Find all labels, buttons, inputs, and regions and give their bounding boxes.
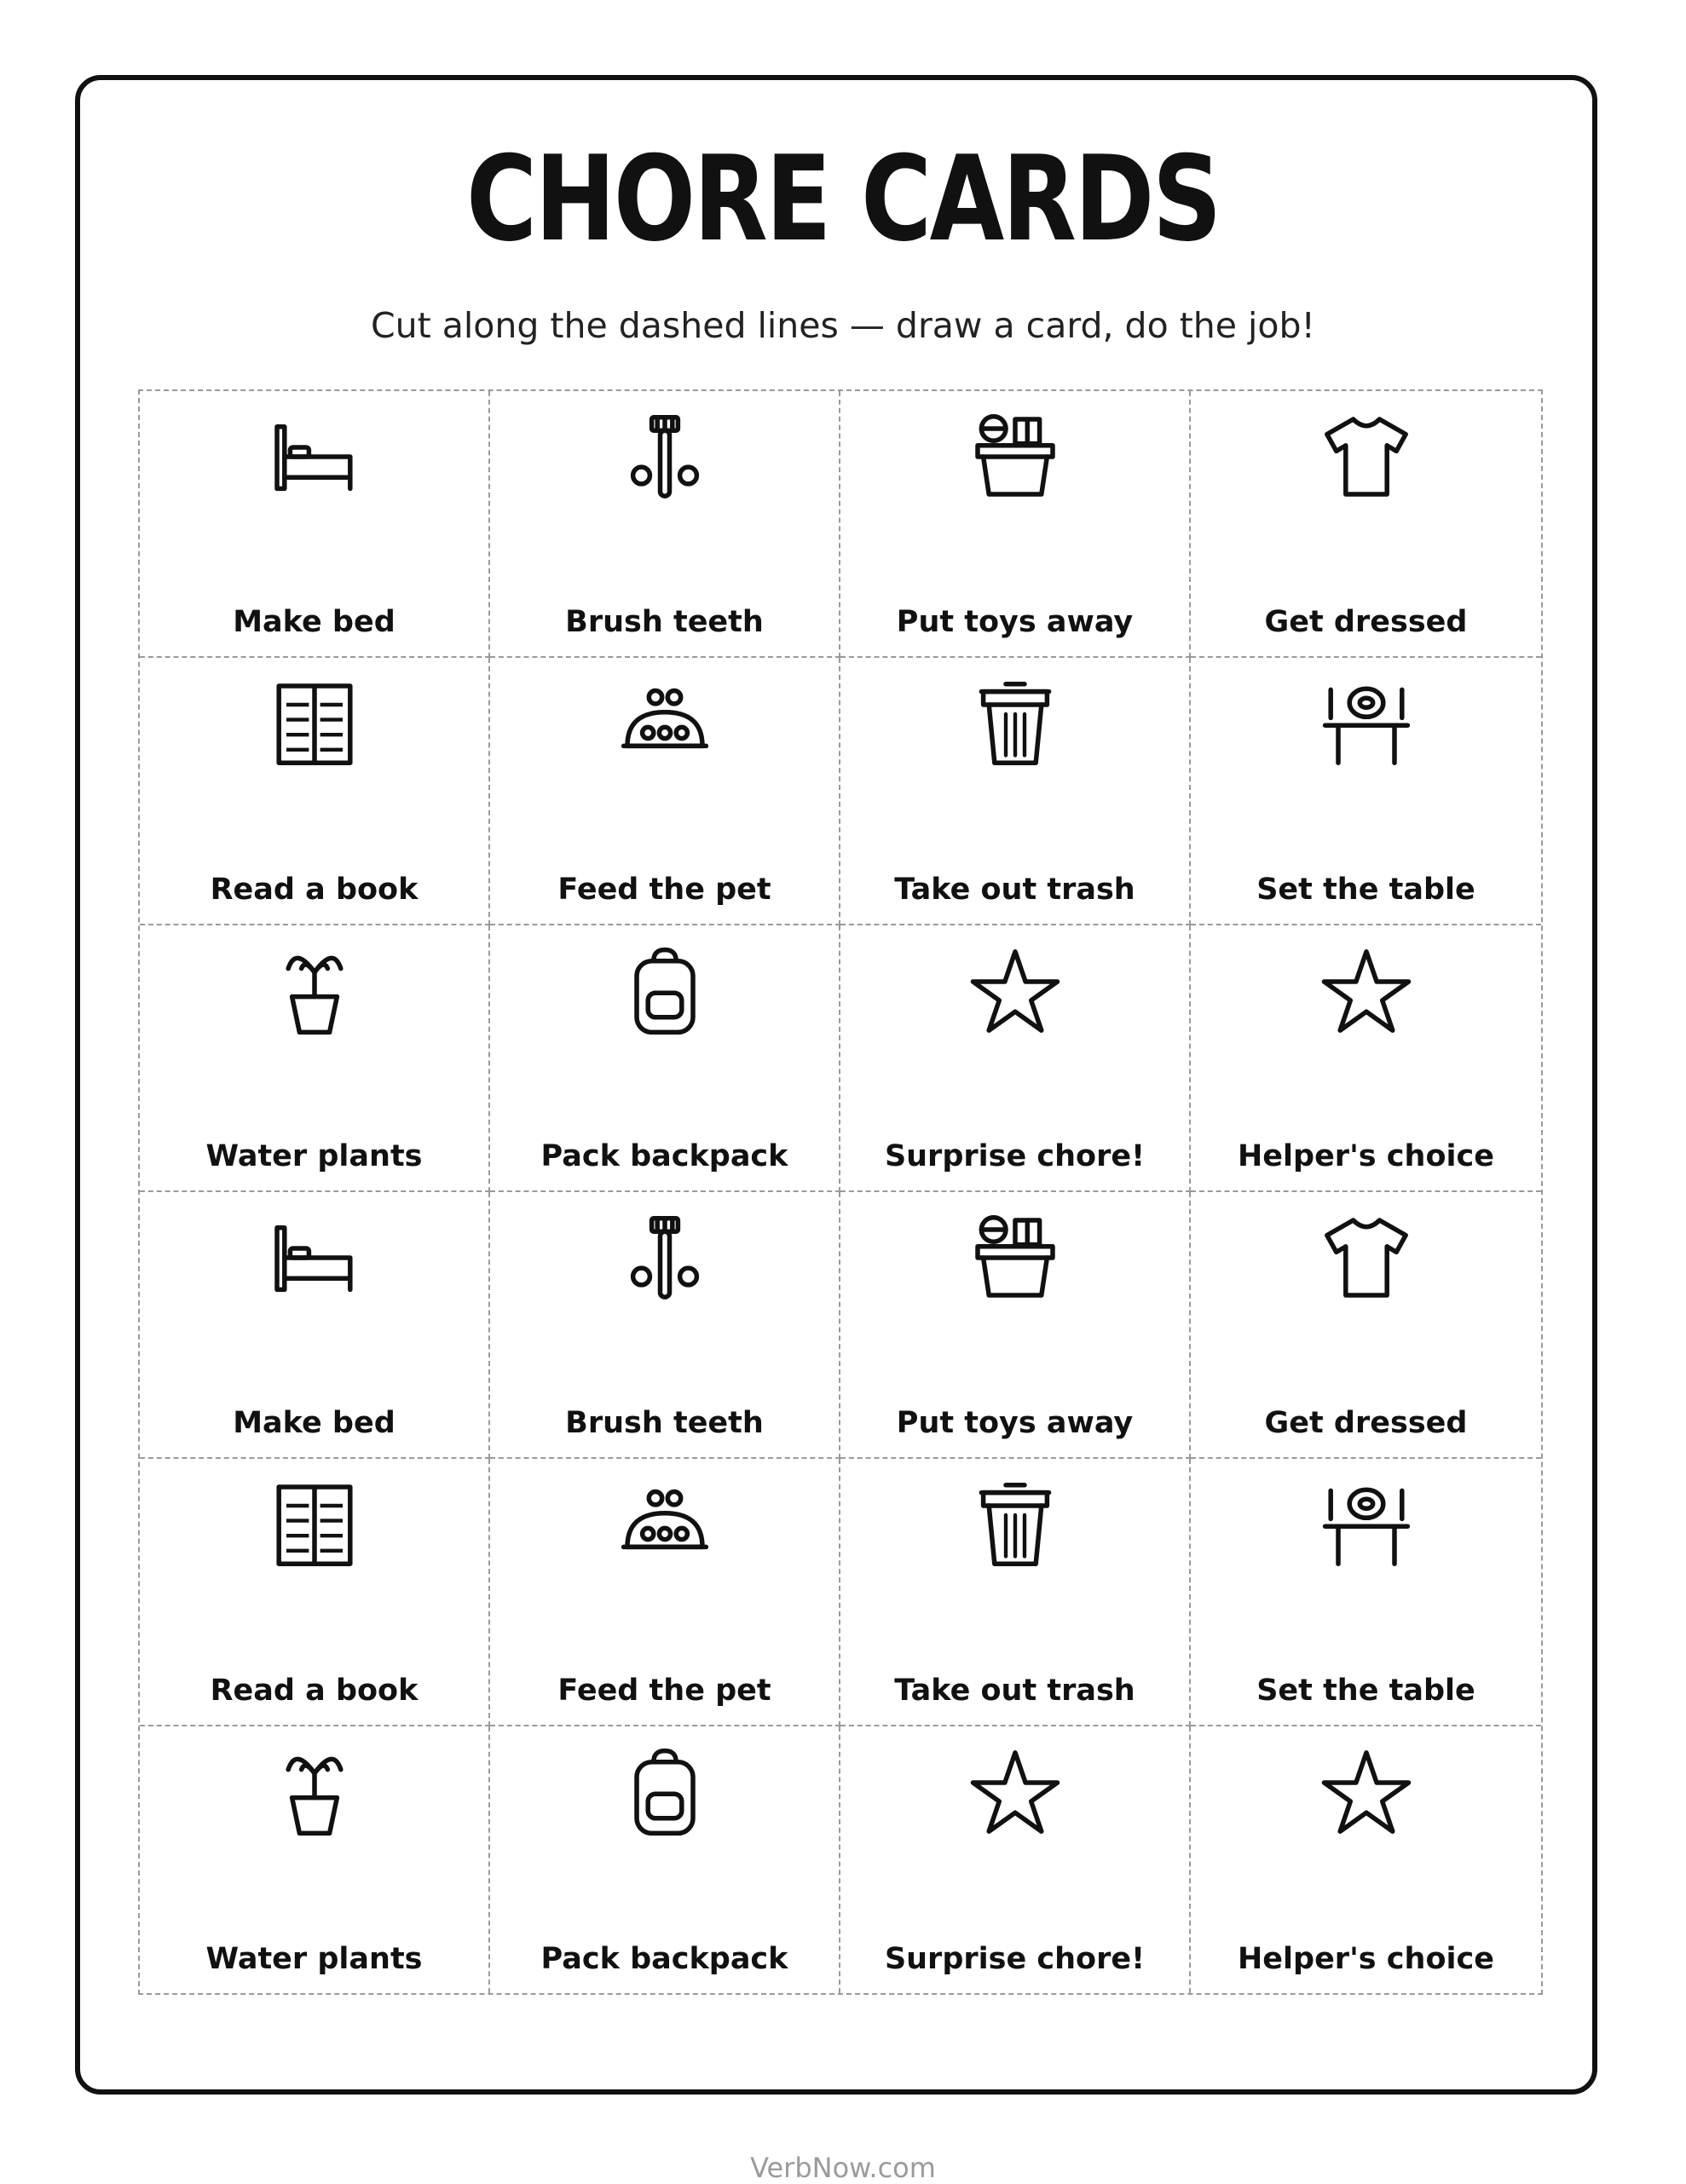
toy-box-icon <box>968 1211 1062 1305</box>
chore-card-label: Read a book <box>210 872 419 907</box>
chore-card <box>140 391 490 658</box>
tshirt-icon <box>1319 410 1413 504</box>
chore-card-grid <box>138 389 1543 1995</box>
chore-card-label: Make bed <box>233 605 396 640</box>
chore-card-label: Feed the pet <box>557 1673 771 1708</box>
chore-card <box>1191 1459 1541 1726</box>
page-title: CHORE CARDS <box>466 130 1220 268</box>
toy-box-icon <box>968 410 1062 504</box>
chore-card <box>840 1192 1191 1459</box>
chore-card-label: Read a book <box>210 1673 419 1708</box>
chore-card-label: Helper's choice <box>1237 1942 1494 1976</box>
bed-icon <box>268 410 361 504</box>
chore-card-label: Surprise chore! <box>884 1139 1146 1173</box>
star-icon <box>968 1745 1062 1839</box>
chore-card-label: Pack backpack <box>540 1139 788 1173</box>
toothbrush-icon <box>618 410 712 504</box>
chore-card <box>490 391 840 658</box>
pet-bowl-icon <box>618 1478 712 1571</box>
bed-icon <box>268 1211 361 1305</box>
chore-card-label: Make bed <box>233 1406 396 1441</box>
chore-card-label: Get dressed <box>1264 1406 1468 1441</box>
chore-card <box>840 925 1191 1192</box>
pet-bowl-icon <box>618 677 712 770</box>
chore-card-label: Pack backpack <box>540 1942 788 1976</box>
chore-card <box>840 1459 1191 1726</box>
star-icon <box>1319 1745 1413 1839</box>
chore-card-label: Take out trash <box>894 1673 1135 1708</box>
book-icon <box>268 1478 361 1571</box>
chore-card-label: Put toys away <box>896 1406 1134 1441</box>
trash-can-icon <box>968 677 1062 770</box>
chore-card <box>490 658 840 925</box>
chore-card-label: Set the table <box>1256 1673 1475 1708</box>
table-setting-icon <box>1319 677 1413 770</box>
table-setting-icon <box>1319 1478 1413 1571</box>
chore-card-label: Feed the pet <box>557 872 771 907</box>
chore-card <box>140 1192 490 1459</box>
chore-card <box>140 925 490 1192</box>
toothbrush-icon <box>618 1211 712 1305</box>
chore-card <box>1191 925 1541 1192</box>
trash-can-icon <box>968 1478 1062 1571</box>
chore-card <box>140 658 490 925</box>
chore-card <box>490 1459 840 1726</box>
star-icon <box>968 944 1062 1038</box>
chore-card <box>1191 1192 1541 1459</box>
chore-card <box>140 1459 490 1726</box>
plant-icon <box>268 944 361 1038</box>
chore-card-label: Take out trash <box>894 872 1135 907</box>
chore-card <box>490 1726 840 1993</box>
chore-card-label: Brush teeth <box>565 1406 764 1441</box>
chore-card <box>840 1726 1191 1993</box>
plant-icon <box>268 1745 361 1839</box>
chore-card <box>1191 1726 1541 1993</box>
chore-card-label: Surprise chore! <box>884 1942 1146 1976</box>
chore-card-label: Put toys away <box>896 605 1134 640</box>
chore-card-label: Brush teeth <box>565 605 764 640</box>
chore-card <box>1191 658 1541 925</box>
chore-card <box>490 925 840 1192</box>
chore-card-label: Water plants <box>205 1139 423 1173</box>
chore-card-label: Set the table <box>1256 872 1475 907</box>
chore-card <box>1191 391 1541 658</box>
backpack-icon <box>618 944 712 1038</box>
tshirt-icon <box>1319 1211 1413 1305</box>
chore-card <box>840 391 1191 658</box>
chore-card <box>140 1726 490 1993</box>
page-subtitle: Cut along the dashed lines — draw a card, do the job! <box>371 305 1315 346</box>
chore-card <box>840 658 1191 925</box>
chore-card <box>490 1192 840 1459</box>
chore-card-label: Helper's choice <box>1237 1139 1494 1173</box>
chore-card-label: Get dressed <box>1264 605 1468 640</box>
book-icon <box>268 677 361 770</box>
star-icon <box>1319 944 1413 1038</box>
backpack-icon <box>618 1745 712 1839</box>
footer-credit: VerbNow.com <box>750 2152 936 2184</box>
chore-card-label: Water plants <box>205 1942 423 1976</box>
